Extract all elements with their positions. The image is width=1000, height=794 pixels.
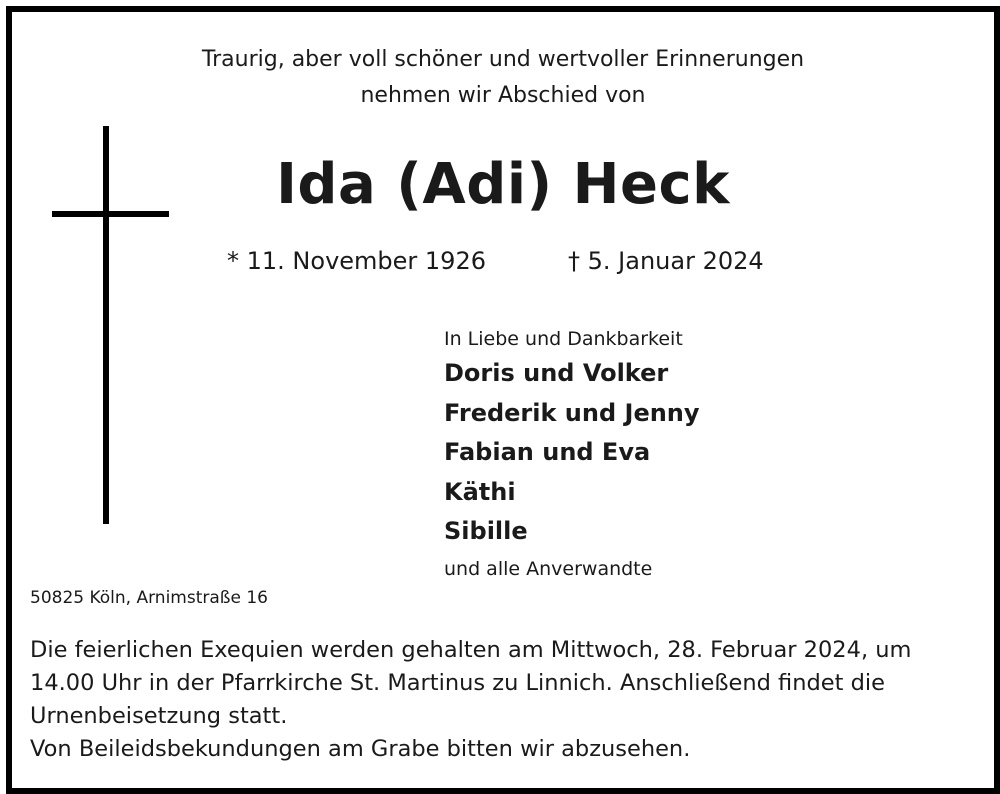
family-block — [444, 324, 700, 586]
intro-text — [12, 42, 994, 114]
family-member: Sibille — [444, 517, 528, 545]
family-member: Frederik und Jenny — [444, 398, 700, 427]
obituary-notice — [6, 6, 1000, 794]
family-outro: und alle Anverwandte — [444, 557, 653, 580]
ceremony-text: Die feierlichen Exequien werden gehalten am Mittwoch, 28. Februar 2024, um 14.00 Uhr in der Pfarrkirche St. Martinus zu Linnich. Anschließend findet die Urnenbeisetzung statt. — [30, 637, 912, 729]
condolence-note: Von Beileidsbekundungen am Grabe bitten wir abzusehen. — [30, 736, 691, 762]
intro-line-2: nehmen wir Abschied von — [360, 83, 646, 108]
deceased-name: Ida (Adi) Heck — [276, 152, 730, 217]
ceremony-info — [30, 634, 980, 766]
address: 50825 Köln, Arnimstraße 16 — [30, 588, 268, 608]
intro-line-1: Traurig, aber voll schöner und wertvoller Erinnerungen — [201, 47, 805, 72]
death-date: † 5. Januar 2024 — [568, 247, 764, 275]
family-member: Fabian und Eva — [444, 438, 651, 466]
birth-date: * 11. November 1926 — [227, 247, 486, 275]
family-member: Käthi — [444, 477, 516, 506]
family-member: Doris und Volker — [444, 359, 669, 387]
family-intro: In Liebe und Dankbarkeit — [444, 328, 683, 350]
